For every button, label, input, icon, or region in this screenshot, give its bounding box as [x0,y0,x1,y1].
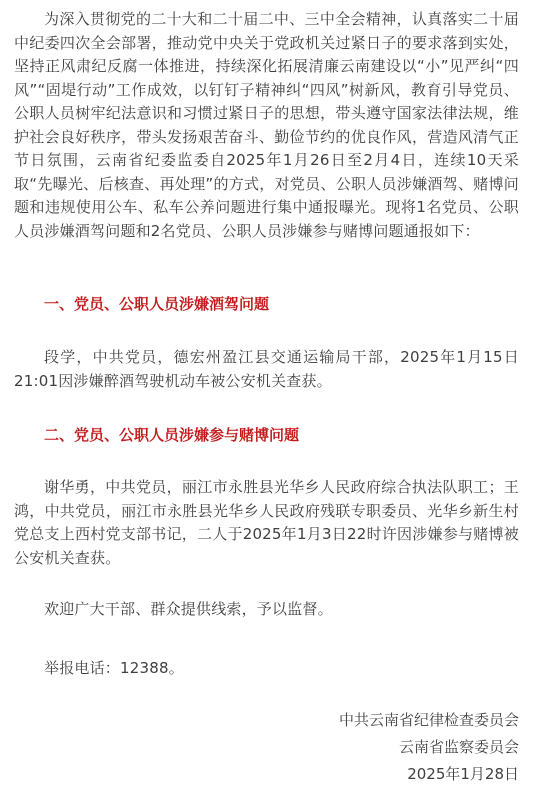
section-2-body: 谢华勇，中共党员，丽江市永胜县光华乡人民政府综合执法队职工；王鸿，中共党员，丽江市永胜县光华乡人民政府残联专职委员、光华乡新生村党总支上西村党支部书记，二人于2025年1月3日22时许因涉嫌参与赌博被公安机关查获。 [14,478,519,567]
welcome-line: 欢迎广大干部、群众提供线索，予以监督。 [44,600,333,618]
signature-org-discipline: 中共云南省纪律检查委员会 [338,711,519,729]
section-1-body: 段学，中共党员，德宏州盈江县交通运输局干部，2025年1月15日21:01因涉嫌醉酒驾驶机动车被公安机关查获。 [14,348,519,390]
signature-org-supervision: 云南省监察委员会 [398,738,519,756]
intro-paragraph: 为深入贯彻党的二十大和二十届二中、三中全会精神，认真落实二十届中纪委四次全会部署，推动党中央关于党政机关过紧日子的要求落到实处，坚持正风肃纪反腐一体推进，持续深化拓展清廉云南建设以“小”见严纠“四风”“固堤行动”工作成效，以钉钉子精神纠“四风”树新风，教育引导党员、公职人员树牢纪法意识和习惯过紧日子的思想，带头遵守国家法律法规，维护社会良好秩序，带头发扬艰苦奋斗、勤俭节约的优良作风，营造风清气正节日氛围，云南省纪委监委自2025年1月26日至2月4日，连续10天采取“先曝光、后核查、再处理”的方式，对党员、公职人员涉嫌酒驾、赌博问题和违规使用公车、私车公养问题进行集中通报曝光。现将1名党员、公职人员涉嫌酒驾问题和2名党员、公职人员涉嫌参与赌博问题通报如下： [14,10,519,240]
section-2-heading: 二、党员、公职人员涉嫌参与赌博问题 [44,426,300,444]
section-1-heading: 一、党员、公职人员涉嫌酒驾问题 [44,295,270,313]
hotline-line: 举报电话：12388。 [44,659,184,677]
signature-date: 2025年1月28日 [407,765,519,783]
